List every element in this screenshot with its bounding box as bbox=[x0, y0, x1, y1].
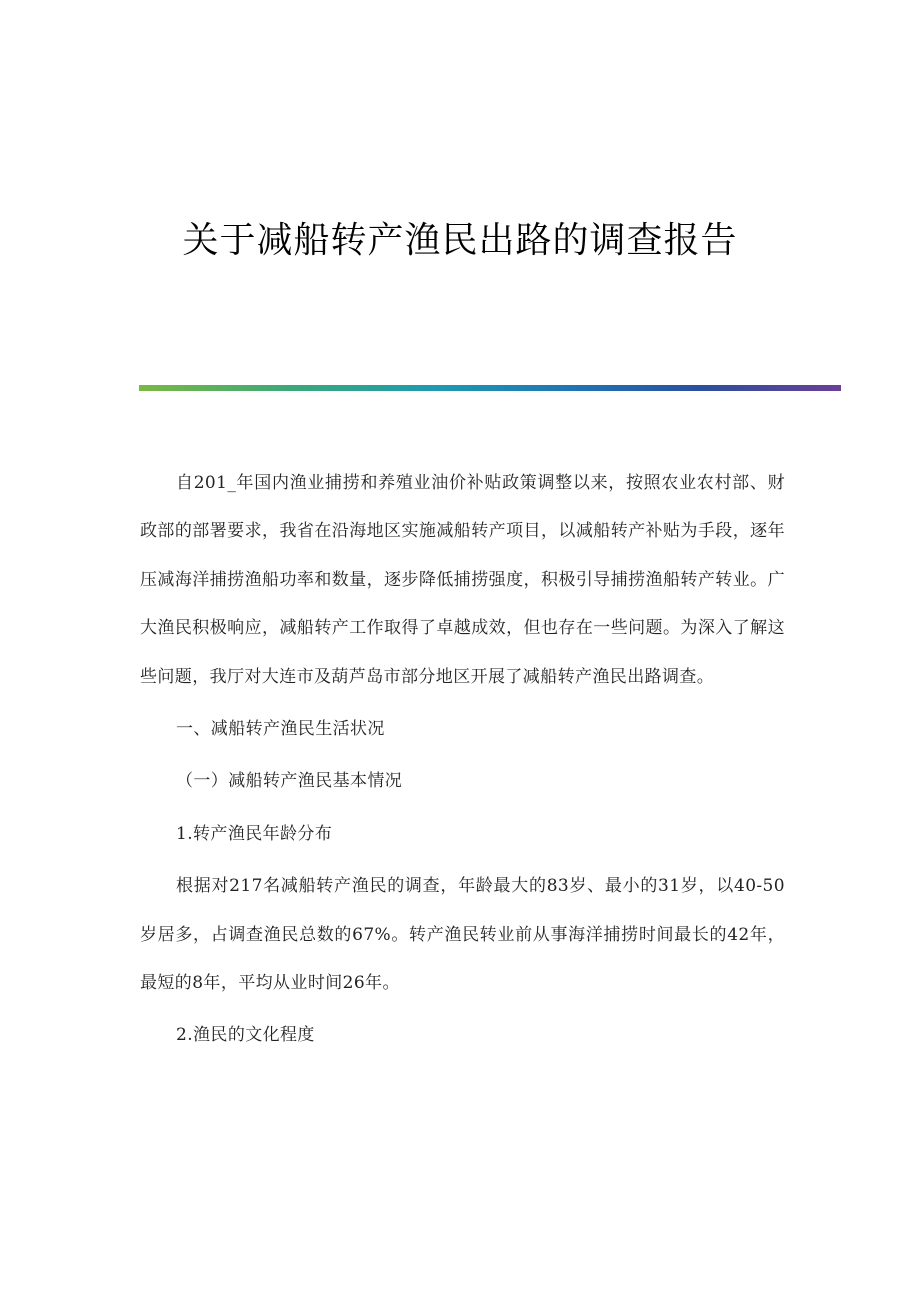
paragraph-intro: 自201_年国内渔业捕捞和养殖业油价补贴政策调整以来，按照农业农村部、财政部的部署要求，我省在沿海地区实施减船转产项目，以减船转产补贴为手段，逐年压减海洋捕捞渔船功率和数量，逐步降低捕捞强度，积极引导捕捞渔船转产转业。广大渔民积极响应，减船转产工作取得了卓越成效，但也存在一些问题。为深入了解这些问题，我厅对大连市及葫芦岛市部分地区开展了减船转产渔民出路调查。 bbox=[140, 473, 785, 687]
document-title: 关于减船转产渔民出路的调查报告 bbox=[182, 220, 738, 261]
document-body bbox=[140, 459, 785, 1064]
subsection-heading-1: （一）减船转产渔民基本情况 bbox=[176, 771, 403, 792]
item-heading-age-distribution: 1.转产渔民年龄分布 bbox=[176, 823, 333, 844]
item-heading-education: 2.渔民的文化程度 bbox=[176, 1025, 315, 1046]
paragraph-age-distribution: 根据对217名减船转产渔民的调查，年龄最大的83岁、最小的31岁，以40-50岁居多，占调查渔民总数的67%。转产渔民转业前从事海洋捕捞时间最长的42年，最短的8年，平均从业时间26年。 bbox=[140, 876, 785, 994]
section-heading-1: 一、减船转产渔民生活状况 bbox=[176, 719, 385, 740]
title-divider bbox=[139, 385, 841, 391]
